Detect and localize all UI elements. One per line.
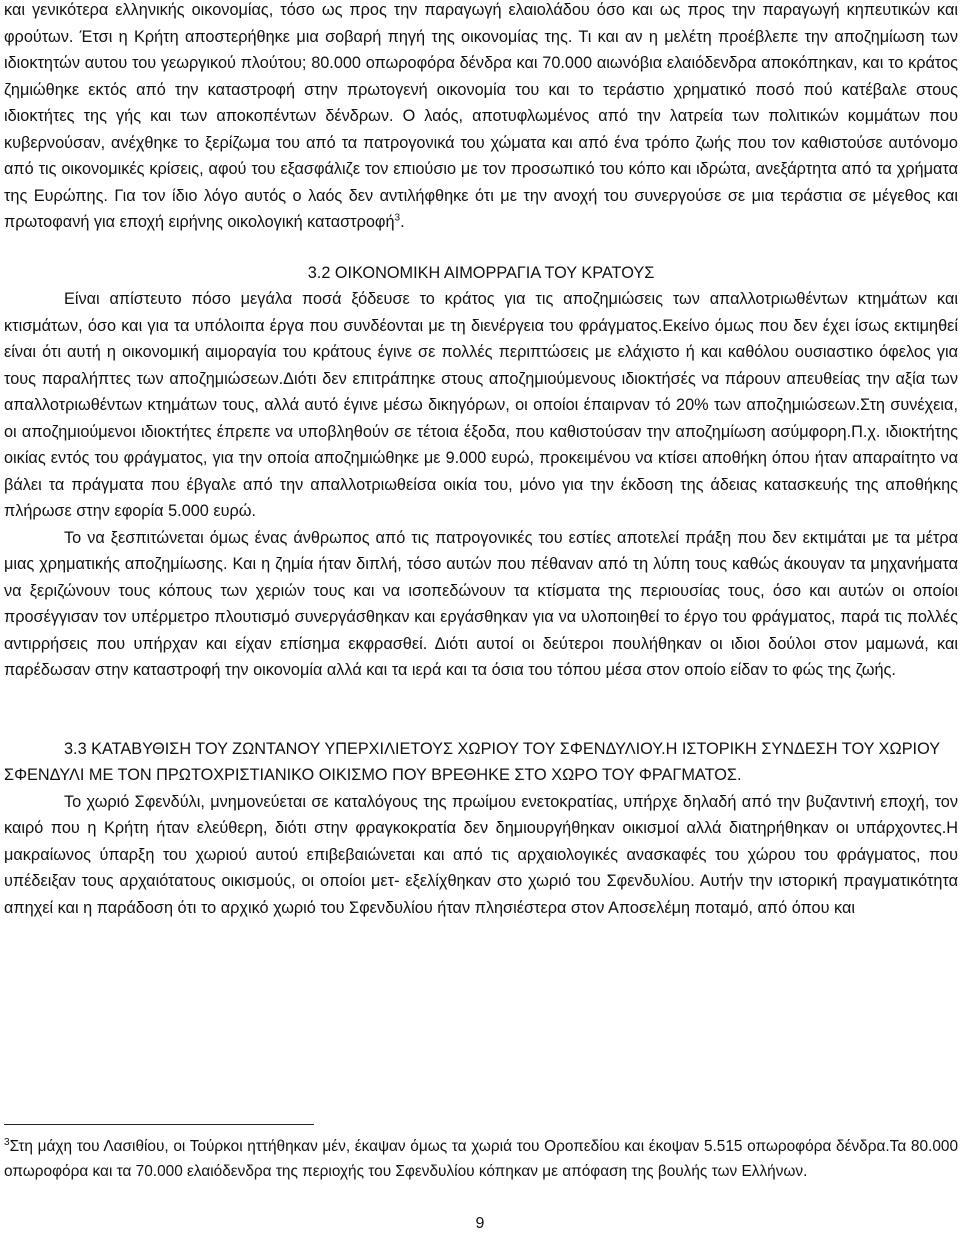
footnote-text: Στη μάχη του Λασιθίου, οι Τούρκοι ηττήθηκαν μέν, έκαψαν όμως τα χωριά του Οροπεδίου και έκοψαν 5.515 οπωροφόρα δένδρα.Τα 80.000 οπωροφόρα και τα 70.000 ελαιόδενδρα της περιοχής του Σφενδυλίου κόπηκαν με απόφαση της βουλής των Ελλήνων. [4, 1138, 958, 1180]
page-number: 9 [475, 1215, 485, 1232]
footnote-reference[interactable]: 3 [394, 212, 401, 224]
paragraph-1-text: και γενικότερα ελληνικής οικονομίας, τόσο ως προς την παραγωγή ελαιολάδου όσο και ως προς την παραγωγή κηπευτικών και φρούτων. Έτσι η Κρήτη αποστερήθηκε μια σοβαρή πηγή της οικονομίας της. Τι και αν η μελέτη προέβλεπε την αποζημίωση των ιδιοκτητών αυτου του γεωργικού πλούτου; 80.000 οπωροφόρα δένδρα και 70.000 αιωνόβια ελαιόδενδρα αποκόπηκαν, και το κράτος ζημιώθηκε εκτός από την καταστροφή στην πρωτογενή οικονομία του και το τεράστιο χρηματικό ποσό πού κατέβαλε στους ιδιοκτήτες της γής και των αποκοπέντων δένδρων. Ο λαός, αποτυφλωμένος από την λατρεία των πολιτικών κομμάτων που κυβερνούσαν, ανέχθηκε το ξερίζωμα του από τα πατρογονικά του χώματα και από ένα τρόπο ζωής που τον καθιστούσε αυτόνομο από τις οικονομικές κρίσεις, αφού του εξασφάλιζε τον επιούσιο με τον προσωπικό του κόπο και ιδρώτα, ανεξάρτητα από τα χρήματα της Ευρώπης. Για τον ίδιο λόγο αυτός ο λαός δεν αντιλήφθηκε ότι με την ανοχή του συνεργούσε σε μια τεράστια σε μέγεθος και πρωτοφανή για εποχή ειρήνης οικολογική καταστροφή [4, 1, 958, 231]
footnote-marker: 3 [4, 1136, 10, 1148]
footnote [4, 1134, 958, 1184]
body-paragraph-3: Το να ξεσπιτώνεται όμως ένας άνθρωπος από τις πατρογονικές του εστίες αποτελεί πράξη που δεν εκτιμάται με τα μέτρα μιας χρηματικής αποζημίωσης. Και η ζημία ήταν διπλή, τόσο αυτών που πέθαναν από τη λύπη τους καθώς άκουγαν τα μηχανήματα να ξεριζώνουν τους κόπους των χεριών τους και να ισοπεδώνουν τα κτίσματα της περιουσίας τους, όσο και αυτών οι οποίοι προσέγγισαν τον υπέρμετρο πλουτισμό συνεργάσθηκαν και εργάσθηκαν για να υλοποιηθεί το έργο του φράγματος, παρά τις πολλές αντιρρήσεις που υπήρχαν και είχαν επίσημα εκφρασθεί. Διότι αυτοί οι δεύτεροι πουλήθηκαν οι ιδιοι δούλοι στον μαμωνά, και παρέδωσαν στην καταστροφή την οικονομία αλλά και τα ιερά και τα όσια του τόπου μέσα στον οποίο είδαν το φώς της ζωής. [4, 528, 958, 679]
body-paragraph-4: Το χωριό Σφενδύλι, μνημονεύεται σε καταλόγους της πρωίμου ενετοκρατίας, υπήρχε δηλαδή από την βυζαντινή εποχή, τον καιρό που η Κρήτη ήταν ελεύθερη, διότι στην φραγκοκρατία δεν δημιουργήθηκαν οικισμοί αλλά διατηρήθηκαν οι υπάρχοντες.Η μακραίωνος ύπαρξη του χωριού αυτού επιβεβαιώνεται και από τις αρχαιολογικές ανασκαφές του χώρου του φράγματος, που υπέδειξαν τους αρχαιότατους οικισμούς, οι οποίοι μετ- εξελίχθηκαν στο χωριό του Σφενδυλίου. Αυτήν την ιστορική πραγματικότητα απηχεί και η παράδοση ότι το αρχικό χωριό του Σφενδυλίου ήταν πλησιέστερα στον Αποσελέμη ποταμό, από όπου και [4, 792, 958, 917]
paragraph-1-end: . [400, 213, 405, 231]
body-paragraph-2: Είναι απίστευτο πόσο μεγάλα ποσά ξόδευσε το κράτος για τις αποζημιώσεις των απαλλοτριωθέντων κτημάτων και κτισμάτων, όσο και για τα υπόλοιπα έργα που συνδέονται με τη διενέργεια του φράγματος.Εκείνο όμως που δεν έχει ίσως εκτιμηθεί είναι ότι αυτή η οικονομική αιμοραγία του κράτους έγινε σε πολλές περιπτώσεις με ελάχιστο ή και καθόλου ουσιαστικο όφελος για τους παραλήπτες των αποζημιώσεων.Διότι δεν επιτράπηκε στους αποζημιούμενους ιδιοκτήσές να πάρουν απευθείας την αξία των απαλλοτριωθέντων κτημάτων τους, αλλά αυτό έγινε μέσω δικηγόρων, οι οποίοι έπαιρναν τό 20% των αποζημιώσεων.Στη συνέχεια, οι αποζημιούμενοι ιδιοκτήτες έπρεπε να υποβληθούν σε τέτοια έξοδα, που καθιστούσαν την αποζημίωση ασύμφορη.Π.χ. ιδιοκτήτης οικίας εντός του φράγματος, για την οποία αποζημιώθηκε με 9.000 ευρώ, προκειμένου να κτίσει αποθήκη όπου ήταν απαραίτητο να βάλει τα πράγματα που έβγαλε από την απαλλοτριωθείσα οικία του, μόνο για την έκδοση της άδειας κατασκευής της αποθήκης πλήρωσε στην εφορία 5.000 ευρώ. [4, 290, 958, 520]
document-page [4, 0, 958, 921]
section-heading-3-3: 3.3 ΚΑΤΑΒΥΘΙΣΗ ΤΟΥ ΖΩΝΤΑΝΟΥ ΥΠΕΡΧΙΛΙΕΤΟΥΣ ΧΩΡΙΟΥ ΤΟΥ ΣΦΕΝΔΥΛΙΟΥ.Η ΙΣΤΟΡΙΚΗ ΣΥΝΔΕΣΗ ΤΟΥ ΧΩΡΙΟΥ ΣΦΕΝΔΥΛΙ ΜΕ ΤΟΝ ΠΡΩΤΟΧΡΙΣΤΙΑΝΙΚΟ ΟΙΚΙΣΜΟ ΠΟΥ ΒΡΕΘΗΚΕ ΣΤΟ ΧΩΡΟ ΤΟΥ ΦΡΑΓΜΑΤΟΣ. [4, 739, 940, 784]
footnote-separator [4, 1124, 314, 1125]
body-paragraph-1 [4, 0, 958, 236]
section-heading-3-2: 3.2 ΟΙΚΟΝΟΜΙΚΗ ΑΙΜΟΡΡΑΓΙΑ ΤΟΥ ΚΡΑΤΟΥΣ [307, 263, 655, 282]
